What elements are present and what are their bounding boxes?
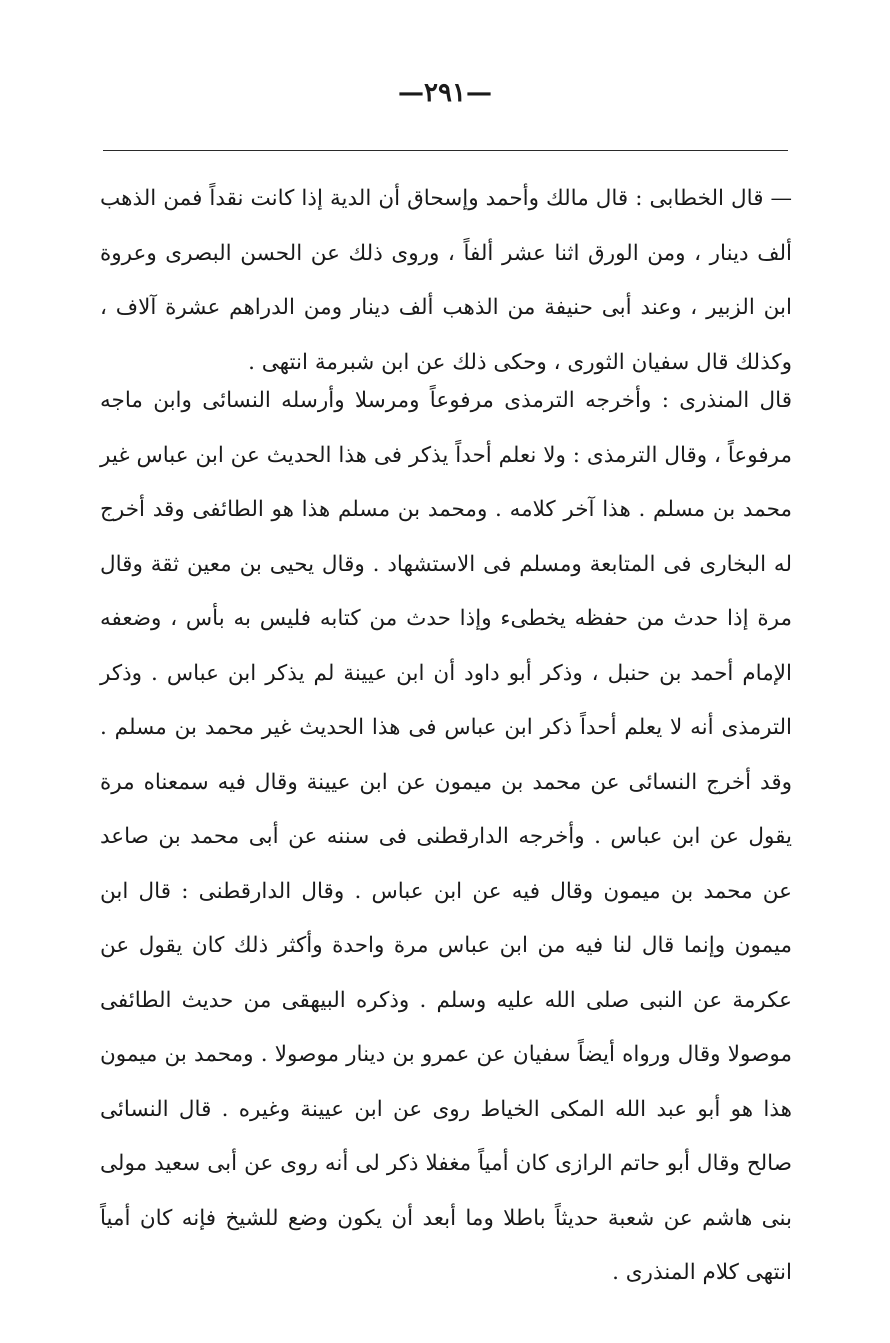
paragraph-khattabi: [100, 172, 792, 390]
page-number: —٢٩١—: [398, 78, 492, 108]
paragraph-text: قال المنذرى : وأخرجه الترمذى مرفوعاً ومرسلا وأرسله النسائى وابن ماجه مرفوعاً ، وقال الترمذى : ولا نعلم أحداً يذكر فى هذا الحديث عن ابن عباس غير محمد بن مسلم . هذا آخر كلامه . ومحمد بن مسلم هذا هو الطائفى وقد أخرج له البخارى فى المتابعة ومسلم فى الاستشهاد . وقال يحيى بن معين ثقة وقال مرة إذا حدث من حفظه يخطىء وإذا حدث من كتابه فليس به بأس ، وضعفه الإمام أحمد بن حنبل ، وذكر أبو داود أن ابن عيينة لم يذكر ابن عباس . وذكر الترمذى أنه لا يعلم أحداً ذكر ابن عباس فى هذا الحديث غير محمد بن مسلم . وقد أخرج النسائى عن محمد بن ميمون عن ابن عيينة وقال فيه سمعناه مرة يقول عن ابن عباس . وأخرجه الدارقطنى فى سننه عن أبى محمد بن صاعد عن محمد بن ميمون وقال فيه عن ابن عباس . وقال الدارقطنى : قال ابن ميمون وإنما قال لنا فيه من ابن عباس مرة واحدة وأكثر ذلك كان يقول عن عكرمة عن النبى صلى الله عليه وسلم . وذكره البيهقى من حديث الطائفى موصولا وقال ورواه أيضاً سفيان عن عمرو بن دينار موصولا . ومحمد بن ميمون هذا هو أبو عبد الله المكى الخياط روى عن ابن عيينة وغيره . قال النسائى صالح وقال أبو حاتم الرازى كان أمياً مغفلا ذكر لى أنه روى عن أبى سعيد مولى بنى هاشم عن شعبة حديثاً باطلا وما أبعد أن يكون وضع للشيخ فإنه كان أمياً انتهى كلام المنذرى .: [100, 388, 792, 1285]
header-divider: [103, 150, 788, 151]
paragraph-mundhiri: [100, 374, 792, 1301]
paragraph-text: — قال الخطابى : قال مالك وأحمد وإسحاق أن الدية إذا كانت نقداً فمن الذهب ألف دينار ، ومن الورق اثنا عشر ألفاً ، وروى ذلك عن الحسن البصرى وعروة ابن الزبير ، وعند أبى حنيفة من الذهب ألف دينار ومن الدراهم عشرة آلاف ، وكذلك قال سفيان الثورى ، وحكى ذلك عن ابن شبرمة انتهى .: [100, 186, 792, 375]
